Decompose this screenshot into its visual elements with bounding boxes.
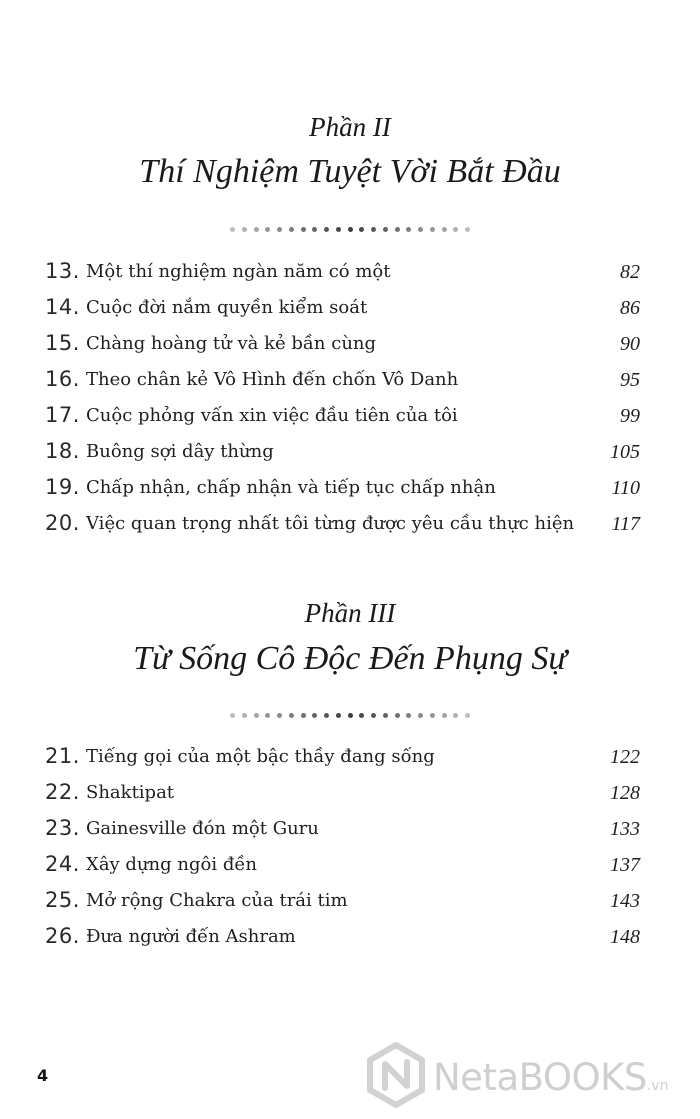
divider-dot (277, 227, 282, 232)
chapter-title: Chàng hoàng tử và kẻ bần cùng (86, 333, 377, 354)
toc-entry[interactable] (45, 816, 645, 852)
chapter-page: 148 (610, 926, 640, 948)
divider-dot (430, 227, 435, 232)
divider-dot (453, 227, 458, 232)
chapter-number: 21. (45, 744, 80, 768)
divider-dot (442, 713, 447, 718)
chapter-number: 14. (45, 295, 80, 319)
part-label: Phần II (309, 112, 391, 142)
chapter-page: 128 (610, 782, 640, 804)
watermark-suffix: .vn (646, 1078, 669, 1094)
divider-dot (265, 713, 270, 718)
chapter-page: 105 (610, 441, 640, 463)
divider-dot (465, 713, 470, 718)
chapter-page: 117 (611, 513, 640, 535)
chapter-number: 23. (45, 816, 80, 840)
divider-dot (406, 227, 411, 232)
chapter-title: Xây dựng ngôi đền (86, 854, 258, 875)
dotted-divider (230, 711, 470, 721)
toc-entry[interactable] (45, 852, 645, 888)
chapter-title: Đưa người đến Ashram (86, 926, 296, 947)
chapter-page: 90 (620, 333, 640, 355)
dotted-divider (230, 225, 470, 235)
chapter-number: 26. (45, 924, 80, 948)
divider-dot (301, 227, 306, 232)
part-title: Thí Nghiệm Tuyệt Vời Bắt Đầu (139, 153, 561, 190)
chapter-title: Một thí nghiệm ngàn năm có một (86, 261, 391, 282)
chapter-page: 82 (620, 261, 640, 283)
chapter-title: Theo chân kẻ Vô Hình đến chốn Vô Danh (86, 369, 459, 390)
toc-entry[interactable] (45, 475, 645, 511)
divider-dot (254, 713, 259, 718)
chapter-number: 24. (45, 852, 80, 876)
chapter-page: 110 (611, 477, 640, 499)
chapter-title: Buông sợi dây thừng (86, 441, 274, 462)
divider-dot (395, 227, 400, 232)
divider-dot (254, 227, 259, 232)
part-label: Phần III (304, 598, 396, 628)
divider-dot (230, 227, 235, 232)
chapter-title: Mở rộng Chakra của trái tim (86, 890, 348, 911)
divider-dot (324, 713, 329, 718)
toc-entry[interactable] (45, 259, 645, 295)
chapter-page: 95 (620, 369, 640, 391)
divider-dot (301, 713, 306, 718)
watermark-text (433, 1056, 668, 1099)
chapter-title: Shaktipat (86, 782, 175, 803)
chapter-number: 20. (45, 511, 80, 535)
chapter-number: 16. (45, 367, 80, 391)
divider-dot (348, 227, 353, 232)
chapter-page: 143 (610, 890, 640, 912)
divider-dot (359, 227, 364, 232)
toc-entry[interactable] (45, 439, 645, 475)
divider-dot (312, 713, 317, 718)
chapter-page: 99 (620, 405, 640, 427)
divider-dot (312, 227, 317, 232)
chapter-number: 22. (45, 780, 80, 804)
toc-entry[interactable] (45, 367, 645, 403)
chapter-number: 15. (45, 331, 80, 355)
watermark-brand: NetaBOOKS (433, 1056, 647, 1099)
chapter-number: 18. (45, 439, 80, 463)
divider-dot (242, 713, 247, 718)
watermark (365, 1042, 695, 1108)
chapter-number: 17. (45, 403, 80, 427)
chapter-number: 19. (45, 475, 80, 499)
divider-dot (383, 713, 388, 718)
divider-dot (242, 227, 247, 232)
toc-entry[interactable] (45, 780, 645, 816)
divider-dot (265, 227, 270, 232)
chapter-page: 86 (620, 297, 640, 319)
chapter-page: 133 (610, 818, 640, 840)
divider-dot (442, 227, 447, 232)
toc-entry[interactable] (45, 295, 645, 331)
divider-dot (430, 713, 435, 718)
chapter-title: Tiếng gọi của một bậc thầy đang sống (86, 746, 435, 767)
divider-dot (336, 227, 341, 232)
chapter-title: Cuộc phỏng vấn xin việc đầu tiên của tôi (86, 405, 458, 426)
toc-entry[interactable] (45, 403, 645, 439)
divider-dot (324, 227, 329, 232)
chapter-title: Việc quan trọng nhất tôi từng được yêu cầu thực hiện (86, 513, 575, 534)
chapter-title: Cuộc đời nắm quyền kiểm soát (86, 297, 368, 318)
divider-dot (289, 713, 294, 718)
chapter-number: 25. (45, 888, 80, 912)
divider-dot (383, 227, 388, 232)
divider-dot (453, 713, 458, 718)
divider-dot (348, 713, 353, 718)
toc-entry[interactable] (45, 744, 645, 780)
divider-dot (418, 227, 423, 232)
divider-dot (406, 713, 411, 718)
chapter-number: 13. (45, 259, 80, 283)
divider-dot (418, 713, 423, 718)
page-number: 4 (37, 1066, 49, 1085)
divider-dot (289, 227, 294, 232)
netabooks-logo-icon (365, 1042, 427, 1108)
toc-entry[interactable] (45, 924, 645, 960)
divider-dot (395, 713, 400, 718)
toc-entry[interactable] (45, 331, 645, 367)
divider-dot (465, 227, 470, 232)
toc-entry[interactable] (45, 888, 645, 924)
toc-entry[interactable] (45, 511, 645, 547)
divider-dot (277, 713, 282, 718)
chapter-title: Chấp nhận, chấp nhận và tiếp tục chấp nhận (86, 477, 496, 498)
divider-dot (230, 713, 235, 718)
chapter-title: Gainesville đón một Guru (86, 818, 319, 839)
divider-dot (371, 227, 376, 232)
part-title: Từ Sống Cô Độc Đến Phụng Sự (133, 640, 567, 677)
chapter-page: 122 (610, 746, 640, 768)
divider-dot (359, 713, 364, 718)
divider-dot (336, 713, 341, 718)
divider-dot (371, 713, 376, 718)
chapter-page: 137 (610, 854, 640, 876)
